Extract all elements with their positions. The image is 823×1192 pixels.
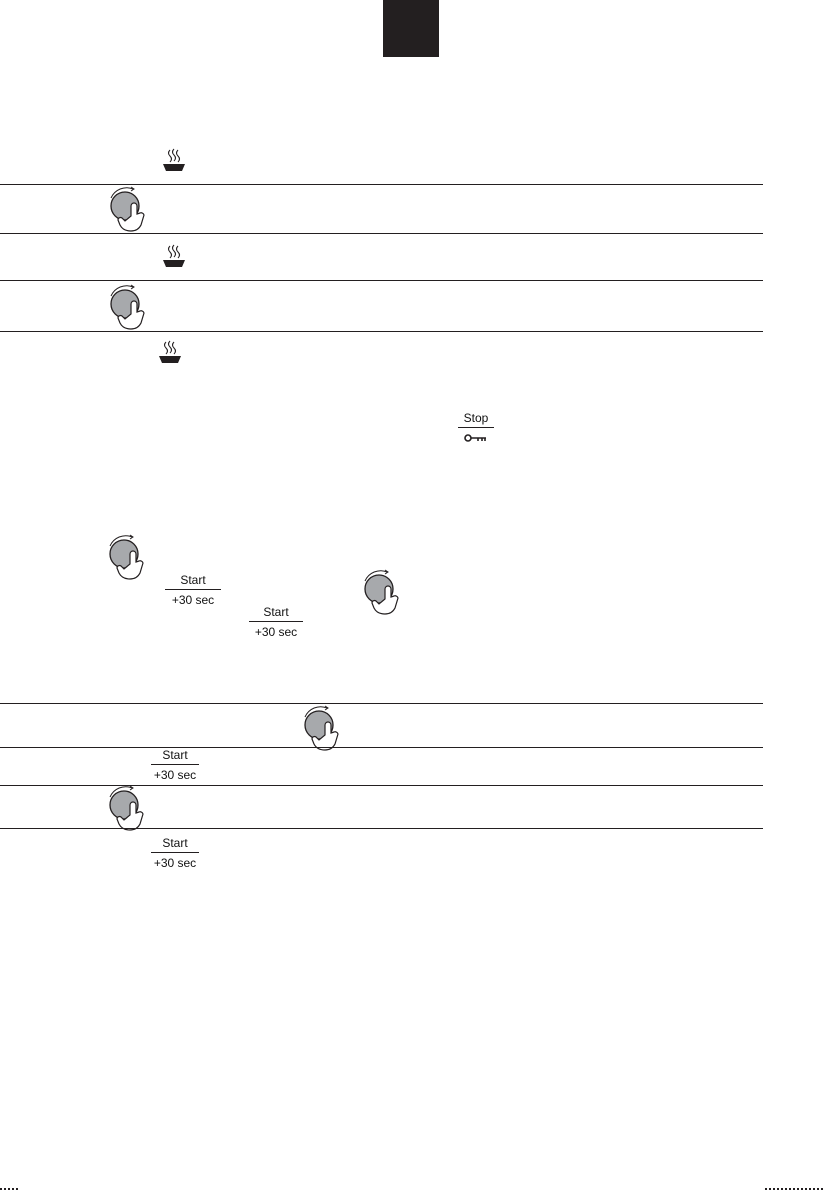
- divider: [0, 280, 763, 281]
- plus30-button-label: +30 sec: [171, 593, 215, 607]
- plus30-button-label: +30 sec: [254, 625, 298, 639]
- start-button[interactable]: [165, 574, 221, 606]
- crop-mark: [0, 1188, 18, 1190]
- start-button-label: Start: [249, 606, 303, 622]
- start-button-label: Start: [151, 749, 199, 765]
- divider: [0, 703, 763, 704]
- divider: [0, 828, 763, 829]
- divider: [0, 331, 763, 332]
- start-button-label: Start: [165, 574, 221, 590]
- divider: [0, 747, 763, 748]
- plus30-button-label: +30 sec: [153, 768, 197, 782]
- dial-knob-icon: [105, 284, 157, 330]
- dial-knob-icon: [104, 785, 156, 831]
- start-button[interactable]: [249, 606, 303, 638]
- dial-knob-icon: [299, 705, 351, 751]
- start-button[interactable]: [151, 837, 199, 869]
- stop-key-icon: [458, 428, 494, 444]
- page-tab-marker: [383, 0, 439, 57]
- stop-button[interactable]: [458, 412, 494, 444]
- dial-knob-icon: [104, 534, 156, 580]
- grill-icon: [157, 340, 183, 364]
- grill-icon: [161, 148, 187, 172]
- stop-button-label: Stop: [458, 412, 494, 428]
- start-button-label: Start: [151, 837, 199, 853]
- divider: [0, 184, 763, 185]
- plus30-button-label: +30 sec: [153, 856, 197, 870]
- crop-mark: [765, 1188, 823, 1190]
- dial-knob-icon: [105, 186, 157, 232]
- dial-knob-icon: [359, 569, 411, 615]
- grill-icon: [161, 244, 187, 268]
- start-button[interactable]: [151, 749, 199, 781]
- divider: [0, 233, 763, 234]
